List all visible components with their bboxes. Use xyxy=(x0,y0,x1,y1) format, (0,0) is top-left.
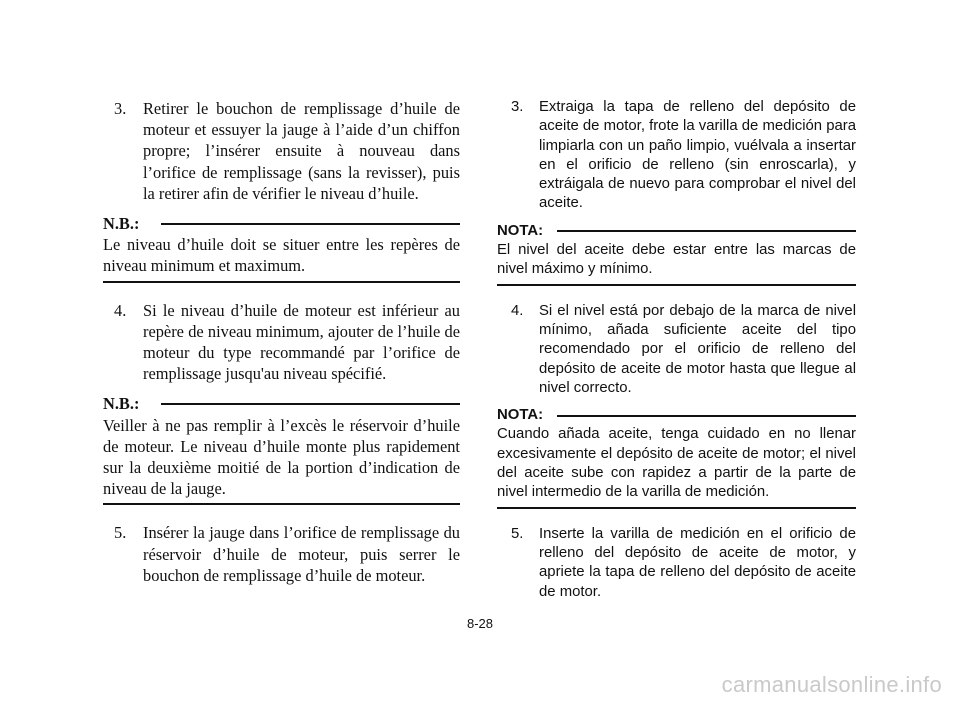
note-label: NOTA: xyxy=(497,222,544,239)
note-text: Le niveau d’huile doit se situer entre les repères de niveau minimum et maximum. xyxy=(103,235,460,276)
french-column xyxy=(103,98,460,586)
spanish-note-2 xyxy=(497,406,856,508)
note-end-rule xyxy=(497,507,856,509)
step-number: 4. xyxy=(114,300,127,320)
note-text: Veiller à ne pas remplir à l’excès le réservoir d’huile de moteur. Le niveau d’huile monte plus rapidement sur la deuxième moitié de la portion d’indication de niveau de la jauge. xyxy=(103,415,460,499)
note-text: Cuando añada aceite, tenga cuidado en no llenar excesivamente el depósito de aceite de motor; el nivel del aceite sube con rapidez a partir de la parte de nivel intermedio de la varilla de medición. xyxy=(497,426,856,501)
page-number: 8-28 xyxy=(466,616,494,631)
step-text: Inserte la varilla de medición en el orificio de relleno del depósito de aceite de motor, y apriete la tapa de relleno del depósito de aceite de motor. xyxy=(539,525,856,600)
spanish-step-4 xyxy=(497,302,856,398)
step-number: 5. xyxy=(114,523,127,543)
french-step-4 xyxy=(103,300,460,385)
french-note-2 xyxy=(103,393,460,505)
step-text: Si le niveau d’huile de moteur est inférieur au repère de niveau minimum, ajouter de l’huile de moteur du type recommandé par l’orifice de remplissage jusqu'au niveau spécifié. xyxy=(143,300,460,384)
step-text: Retirer le bouchon de remplissage d’huile de moteur et essuyer la jauge à l’aide d’un chiffon propre; l’insérer ensuite à nouveau dans l’orifice de remplissage (sans la revisser), puis la retirer afin de vérifier le niveau d’huile. xyxy=(143,99,460,203)
note-rule xyxy=(161,403,460,405)
french-step-3 xyxy=(103,98,460,204)
note-end-rule xyxy=(103,503,460,505)
spanish-step-3 xyxy=(497,98,856,214)
note-header xyxy=(103,213,460,234)
note-rule xyxy=(557,230,856,232)
note-header xyxy=(497,222,856,241)
note-header xyxy=(497,406,856,425)
note-end-rule xyxy=(497,284,856,286)
note-header xyxy=(103,393,460,414)
watermark: carmanualsonline.info xyxy=(721,672,942,697)
note-rule xyxy=(161,223,460,225)
note-label: NOTA: xyxy=(497,407,544,424)
step-number: 3. xyxy=(511,99,524,115)
french-note-1 xyxy=(103,213,460,283)
spanish-step-5 xyxy=(497,525,856,602)
step-number: 4. xyxy=(511,302,524,319)
spanish-column xyxy=(497,98,856,602)
step-text: Insérer la jauge dans l’orifice de remplissage du réservoir d’huile de moteur, puis serrer le bouchon de remplissage d’huile de moteur. xyxy=(143,523,460,585)
note-rule xyxy=(557,415,856,417)
step-number: 3. xyxy=(114,99,127,118)
step-number: 5. xyxy=(511,525,524,542)
note-label: N.B.: xyxy=(103,214,140,234)
note-label: N.B.: xyxy=(103,394,140,414)
spanish-note-1 xyxy=(497,222,856,286)
note-end-rule xyxy=(103,281,460,283)
step-text: Extraiga la tapa de relleno del depósito de aceite de motor, frote la varilla de medición para limpiarla con un paño limpio, vuélvala a insertar en el orificio de relleno (sin enroscarla), y extráigala de nuevo para comprobar el nivel del aceite. xyxy=(539,99,857,212)
note-text: El nivel del aceite debe estar entre las marcas de nivel máximo y mínimo. xyxy=(497,242,856,278)
french-step-5 xyxy=(103,522,460,586)
step-text: Si el nivel está por debajo de la marca de nivel mínimo, añada suficiente aceite del tipo recomendado por el orificio de relleno del depósito de aceite de motor hasta que llegue al nivel correcto. xyxy=(539,302,856,396)
